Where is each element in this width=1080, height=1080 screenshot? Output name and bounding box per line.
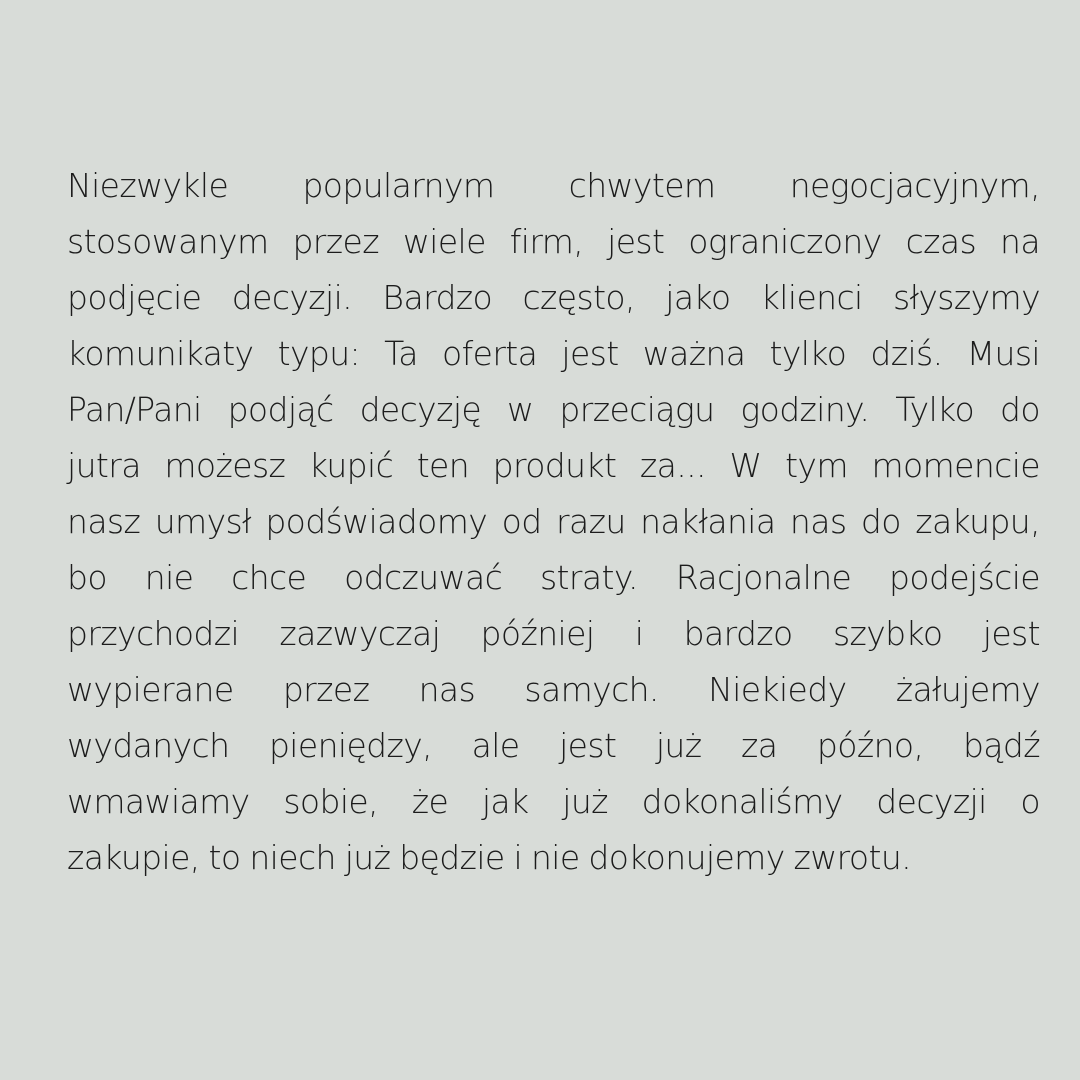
paragraph-line: podjęcie decyzji. Bardzo często, jako klienci słyszymy: [67, 278, 1040, 317]
body-paragraph: [67, 158, 1040, 886]
paragraph-line: Pan/Pani podjąć decyzję w przeciągu godziny. Tylko do: [67, 390, 1040, 429]
paragraph-line-last: zakupie, to niech już będzie i nie dokonujemy zwrotu.: [67, 838, 912, 877]
paragraph-line: nasz umysł podświadomy od razu nakłania nas do zakupu,: [67, 502, 1040, 541]
paragraph-line: stosowanym przez wiele firm, jest ograniczony czas na: [67, 222, 1040, 261]
paragraph-line: wypierane przez nas samych. Niekiedy żałujemy: [67, 670, 1040, 709]
paragraph-line: jutra możesz kupić ten produkt za... W tym momencie: [67, 446, 1040, 485]
paragraph-line: komunikaty typu: Ta oferta jest ważna tylko dziś. Musi: [67, 334, 1040, 373]
paragraph-line: wydanych pieniędzy, ale jest już za późno, bądź: [67, 726, 1040, 765]
paragraph-line: wmawiamy sobie, że jak już dokonaliśmy decyzji o: [67, 782, 1040, 821]
paragraph-line: Niezwykle popularnym chwytem negocjacyjnym,: [67, 166, 1040, 205]
paragraph-line: bo nie chce odczuwać straty. Racjonalne podejście: [67, 558, 1040, 597]
paragraph-line: przychodzi zazwyczaj później i bardzo szybko jest: [67, 614, 1040, 653]
